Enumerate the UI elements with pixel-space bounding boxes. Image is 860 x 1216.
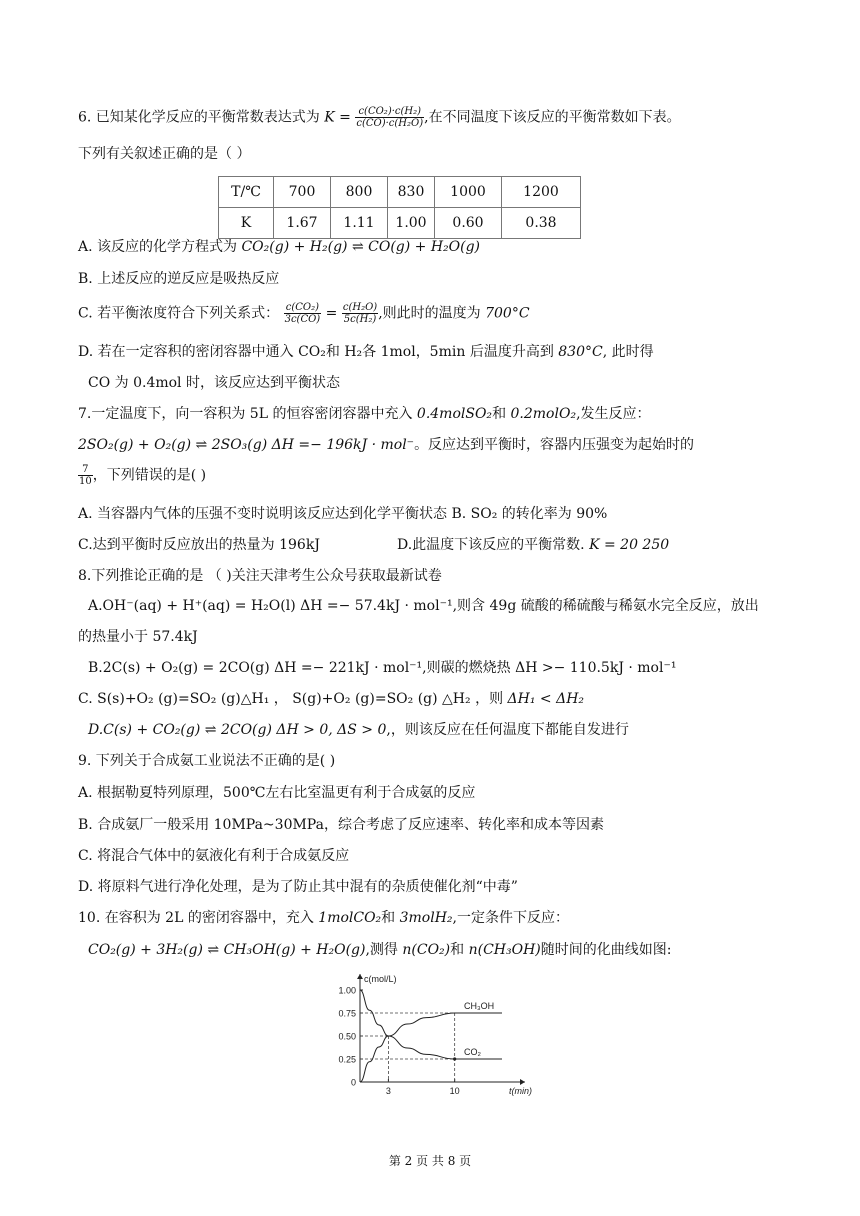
table-cell: 0.60 — [435, 208, 502, 239]
table-cell: 830 — [388, 177, 435, 208]
q9-option-b: B. 合成氨厂一般采用 10MPa~30MPa，综合考虑了反应速率、转化率和成本等因素 — [78, 817, 604, 833]
q9-option-a: A. 根据勒夏特列原理，500℃左右比室温更有利于合成氨的反应 — [78, 785, 476, 801]
q8-stem: 8.下列推论正确的是 （ )关注天津考生公众号获取最新试卷 — [78, 568, 442, 584]
q8-option-a-cont: 的热量小于 57.4kJ — [78, 629, 198, 645]
table-cell: 800 — [331, 177, 388, 208]
table-row — [219, 177, 581, 208]
x-axis-arrow — [520, 1079, 525, 1085]
concentration-chart — [320, 968, 540, 1098]
k-table — [218, 176, 581, 239]
q6-option-a: A. 该反应的化学方程式为 CO₂(g) + H₂(g) ⇌ CO(g) + H₂O(g) — [78, 239, 481, 255]
y-tick-label: 0.75 — [338, 1008, 356, 1019]
q8-option-d: D.C(s) + CO₂(g) ⇌ 2CO(g) ΔH > 0, ΔS > 0,，则该反应在任何温度下都能自发进行 — [88, 722, 629, 738]
y-tick-label: 0.25 — [338, 1054, 356, 1065]
table-row — [219, 208, 581, 239]
x-tick-label: 3 — [385, 1086, 391, 1096]
q7-option-ab: A. 当容器内气体的压强不变时说明该反应达到化学平衡状态 B. SO₂ 的转化率为 90% — [78, 506, 608, 522]
q10-stem: 10. 在容积为 2L 的密闭容器中，充入 1molCO₂和 3molH₂,一定条件下反应： — [78, 910, 569, 926]
q7-option-c: C.达到平衡时反应放出的热量为 196kJ — [78, 537, 320, 553]
q9-option-d: D. 将原料气进行净化处理，是为了防止其中混有的杂质使催化剂“中毒” — [78, 879, 518, 895]
y-axis-arrow — [357, 974, 363, 979]
q6-stem: 6. 已知某化学反应的平衡常数表达式为 K = $\frac{\text{c(CO₂)·c(H₂)}}{\text{c(CO)·c(H₂O)}}$ ,在不同温度下该反应的平衡常数如下表。 — [78, 106, 681, 129]
page-footer: 第 2 页 共 8 页 — [388, 1154, 472, 1168]
table-cell: 0.38 — [502, 208, 581, 239]
table-cell: K — [219, 208, 274, 239]
table-cell: 1200 — [502, 177, 581, 208]
table-cell: 1.67 — [274, 208, 331, 239]
table-cell: 1000 — [435, 177, 502, 208]
table-cell: 700 — [274, 177, 331, 208]
series-label: CO₂ — [464, 1047, 481, 1057]
y-tick-label: 0 — [350, 1077, 356, 1088]
q10-equation: CO₂(g) + 3H₂(g) ⇌ CH₃OH(g) + H₂O(g),测得 n(CO₂)和 n(CH₃OH)随时间的化曲线如图: — [88, 942, 672, 958]
q8-option-b: B.2C(s) + O₂(g) = 2CO(g) ΔH =− 221kJ · mol⁻¹,则碳的燃烧热 ΔH >− 110.5kJ · mol⁻¹ — [88, 660, 677, 676]
x-axis-label: t(min) — [509, 1086, 532, 1096]
q6-option-c: C. 若平衡浓度符合下列关系式： $\frac{\text{c(CO₂)}}{3c(CO)}$ = $\frac{\text{c(H₂O)}}{\text{5c(H₂)}}$ ,则此时的温度为 700°C — [78, 302, 530, 325]
y-tick-label: 1.00 — [338, 985, 356, 996]
q9-stem: 9. 下列关于合成氨工业说法不正确的是( ) — [78, 753, 336, 769]
q6-stem-2: 下列有关叙述正确的是（ ） — [78, 146, 251, 162]
q9-option-c: C. 将混合气体中的氨液化有利于合成氨反应 — [78, 848, 350, 864]
data-point — [453, 1057, 456, 1060]
q6-option-b: B. 上述反应的逆反应是吸热反应 — [78, 271, 280, 287]
y-tick-label: 0.50 — [338, 1031, 356, 1042]
x-tick-label: 10 — [449, 1086, 460, 1096]
table-cell: T/℃ — [219, 177, 274, 208]
q7-option-d: D.此温度下该反应的平衡常数. K = 20 250 — [397, 537, 670, 553]
q6-option-d-cont: CO 为 0.4mol 时，该反应达到平衡状态 — [88, 375, 340, 391]
q8-option-c: C. S(s)+O₂ (g)=SO₂ (g)△H₁ ， S(g)+O₂ (g)=SO₂ (g) △H₂ ，则 ΔH₁ < ΔH₂ — [78, 691, 585, 707]
q8-option-a: A.OH⁻(aq) + H⁺(aq) = H₂O(l) ΔH =− 57.4kJ · mol⁻¹,则含 49g 硫酸的稀硫酸与稀氨水完全反应，放出 — [88, 598, 759, 614]
table-cell: 1.11 — [331, 208, 388, 239]
q7-stem-3: $\frac{7}{10}$ ，下列错误的是( ) — [79, 464, 207, 487]
series-label: CH₃OH — [464, 1001, 495, 1011]
q7-stem: 7.一定温度下，向一容积为 5L 的恒容密闭容器中充入 0.4molSO₂和 0.2molO₂,发生反应： — [78, 406, 651, 422]
k-fraction: $\frac{\text{c(CO₂)·c(H₂)}}{\text{c(CO)·c(H₂O)}}$ — [356, 106, 424, 129]
q6-option-d: D. 若在一定容积的密闭容器中通入 CO₂和 H₂各 1mol，5min 后温度升高到 830°C, 此时得 — [78, 344, 654, 360]
y-axis-label: c(mol/L) — [364, 974, 397, 984]
q7-equation: 2SO₂(g) + O₂(g) ⇌ 2SO₃(g) ΔH =− 196kJ · mol⁻。反应达到平衡时，容器内压强变为起始时的 — [78, 437, 695, 453]
table-cell: 1.00 — [388, 208, 435, 239]
